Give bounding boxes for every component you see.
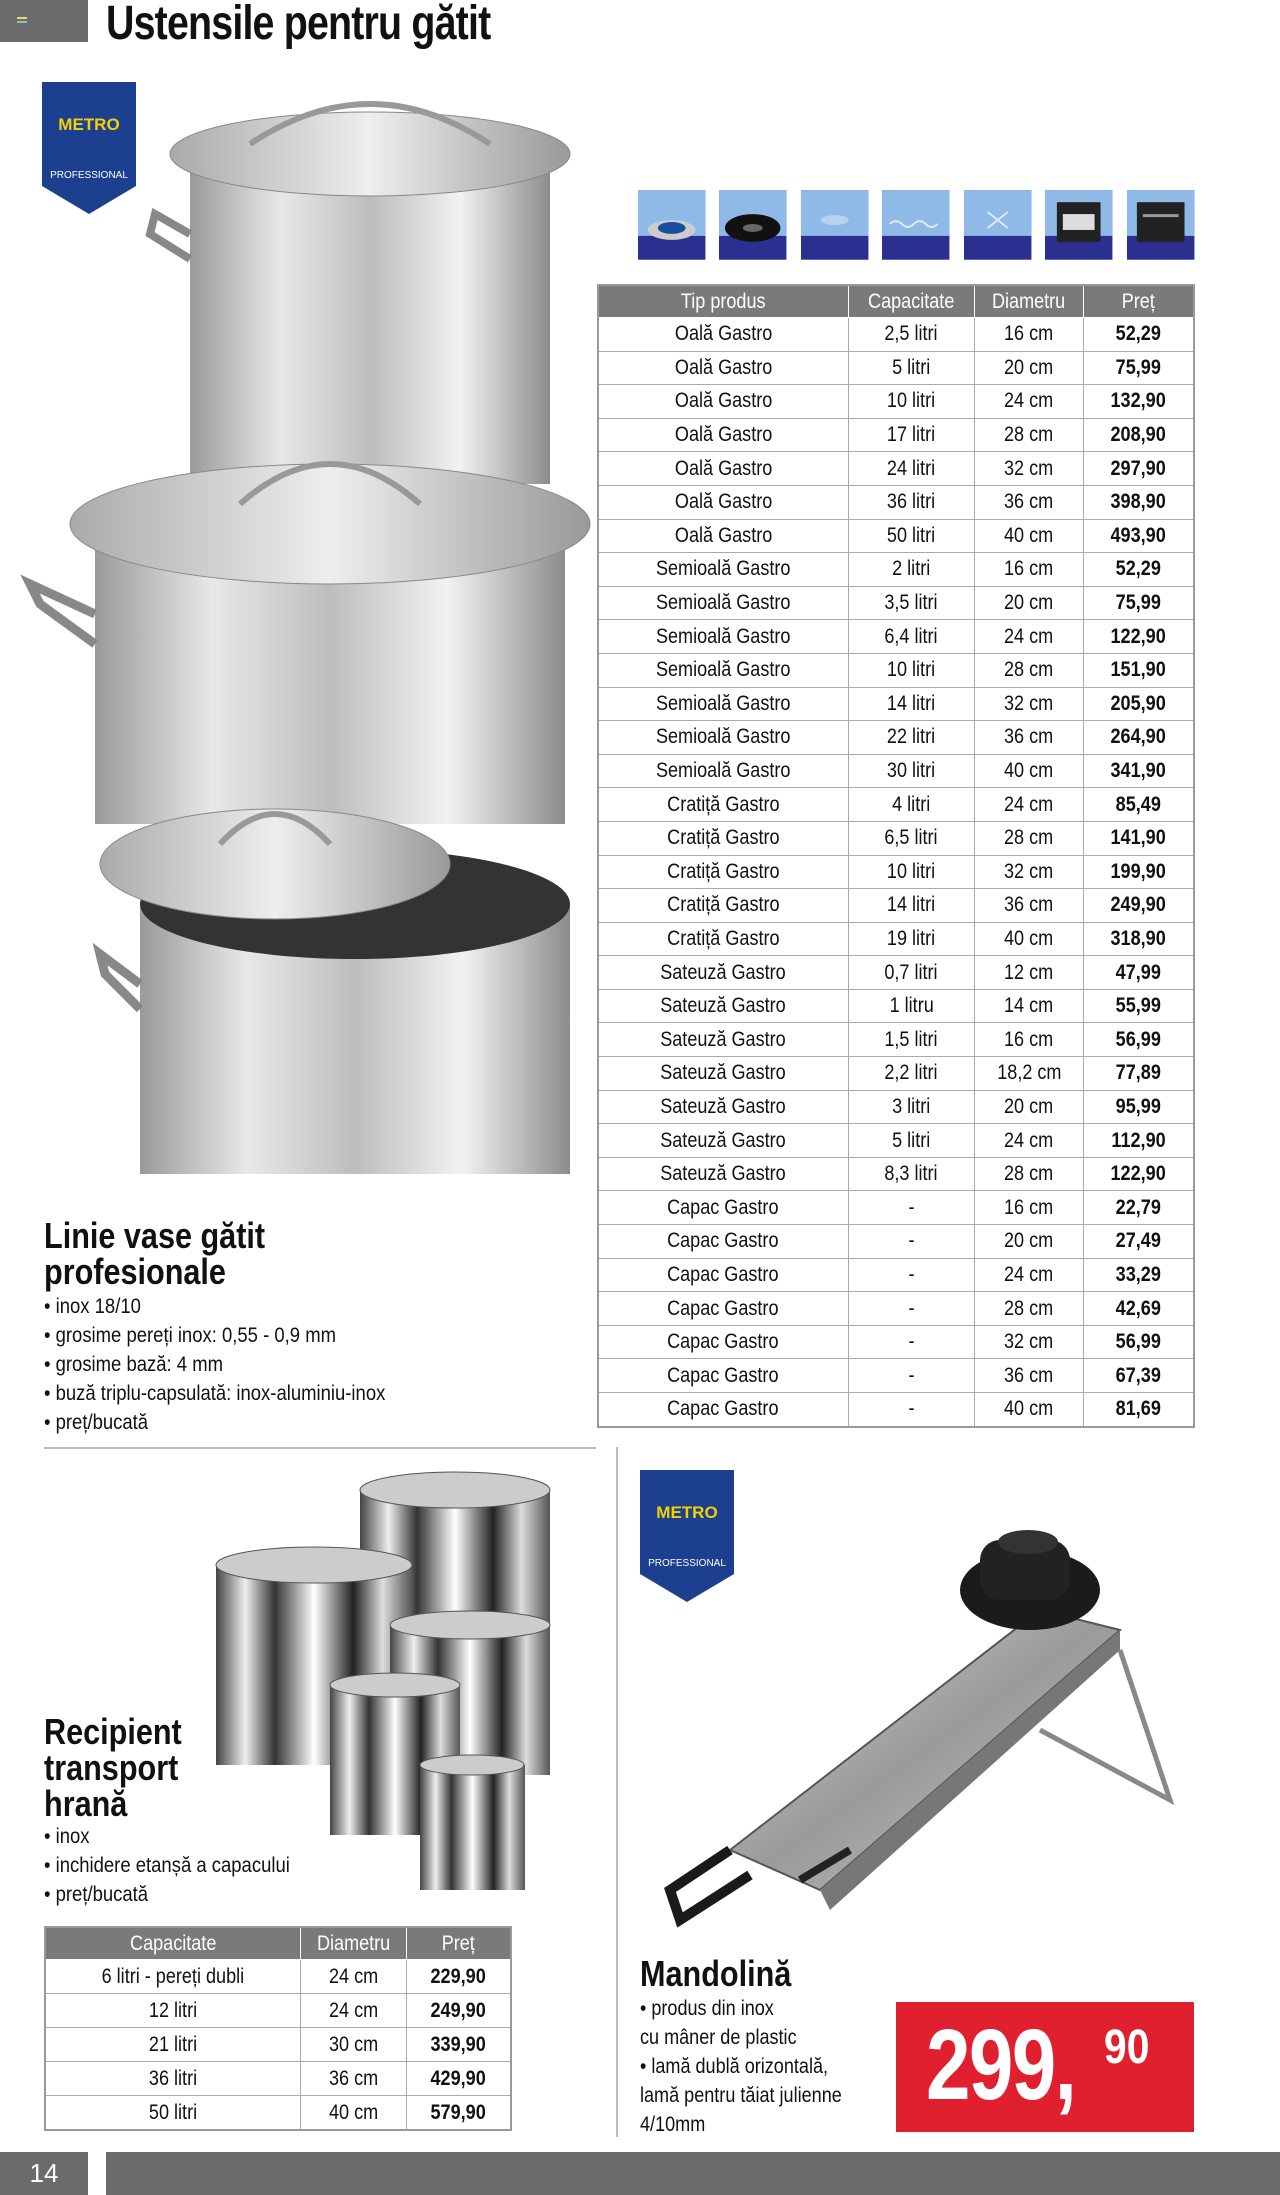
price-cell: 56,99 xyxy=(1083,1325,1194,1359)
table-cell: 24 litri xyxy=(848,452,975,486)
table-cell: 21 litri xyxy=(45,2028,300,2062)
table-row xyxy=(45,1960,511,1994)
table-cell: 32 cm xyxy=(975,452,1084,486)
table-row xyxy=(598,318,1194,352)
feature-item: • preț/bucată xyxy=(44,1880,290,1909)
product-features xyxy=(44,1822,323,1909)
table-cell: 24 cm xyxy=(975,385,1084,419)
table-cell: Oală Gastro xyxy=(598,418,848,452)
table-cell: Semioală Gastro xyxy=(598,653,848,687)
price-cell: 75,99 xyxy=(1083,586,1194,620)
table-cell: 12 litri xyxy=(45,1994,300,2028)
table-cell: 2 litri xyxy=(848,553,975,587)
table-cell: 28 cm xyxy=(975,1157,1084,1191)
table-row xyxy=(598,1157,1194,1191)
table-cell: Sateuză Gastro xyxy=(598,1124,848,1158)
table-cell: 10 litri xyxy=(848,385,975,419)
table-cell: Sateuză Gastro xyxy=(598,1057,848,1091)
table-row xyxy=(598,653,1194,687)
product-mandoline xyxy=(640,1953,875,2139)
table-cell: 5 litri xyxy=(848,351,975,385)
table-row xyxy=(598,1023,1194,1057)
table-row xyxy=(598,821,1194,855)
price-cell: 42,69 xyxy=(1083,1292,1194,1326)
price-cell: 493,90 xyxy=(1083,519,1194,553)
table-cell: Cratiță Gastro xyxy=(598,788,848,822)
table-cell: 0,7 litri xyxy=(848,956,975,990)
table-cell: Cratiță Gastro xyxy=(598,821,848,855)
table-cell: Oală Gastro xyxy=(598,485,848,519)
table-cell: 10 litri xyxy=(848,855,975,889)
table-cell: 28 cm xyxy=(975,821,1084,855)
cookware-price-table xyxy=(597,284,1195,1428)
table-cell: Cratiță Gastro xyxy=(598,855,848,889)
product-title: Mandolină xyxy=(640,1953,792,1994)
table-cell: 19 litri xyxy=(848,922,975,956)
price-cell: 77,89 xyxy=(1083,1057,1194,1091)
table-cell: 40 cm xyxy=(975,1393,1084,1427)
product-title-line-1: Linie vase gătit xyxy=(44,1215,266,1256)
table-cell: 30 cm xyxy=(300,2028,406,2062)
table-cell: 6 litri - pereți dubli xyxy=(45,1960,300,1994)
price-cell: 112,90 xyxy=(1083,1124,1194,1158)
table-row xyxy=(598,586,1194,620)
table-cell: Capac Gastro xyxy=(598,1359,848,1393)
induction-hob-icon xyxy=(962,188,1033,262)
header-capacity: Capacitate xyxy=(45,1927,300,1960)
table-header-row xyxy=(598,285,1194,318)
table-row xyxy=(598,553,1194,587)
feature-item: • inchidere etanșă a capacului xyxy=(44,1851,290,1880)
table-cell: Semioală Gastro xyxy=(598,687,848,721)
table-cell: 28 cm xyxy=(975,418,1084,452)
product-features xyxy=(44,1292,432,1437)
table-cell: Oală Gastro xyxy=(598,452,848,486)
price-cell: 95,99 xyxy=(1083,1090,1194,1124)
table-cell: 14 litri xyxy=(848,687,975,721)
header-price: Preț xyxy=(1083,285,1194,318)
price-cell: 297,90 xyxy=(1083,452,1194,486)
price-cell: 339,90 xyxy=(407,2028,511,2062)
price-cell: 229,90 xyxy=(407,1960,511,1994)
table-cell: - xyxy=(848,1225,975,1259)
price-cell: 249,90 xyxy=(407,1994,511,2028)
table-row xyxy=(598,889,1194,923)
table-cell: Capac Gastro xyxy=(598,1225,848,1259)
table-cell: 16 cm xyxy=(975,1023,1084,1057)
table-row xyxy=(598,1325,1194,1359)
table-cell: Cratiță Gastro xyxy=(598,889,848,923)
price-cell: 122,90 xyxy=(1083,620,1194,654)
table-cell: 20 cm xyxy=(975,586,1084,620)
table-cell: Semioală Gastro xyxy=(598,586,848,620)
table-cell: Semioală Gastro xyxy=(598,754,848,788)
table-row xyxy=(598,1057,1194,1091)
header-diameter: Diametru xyxy=(975,285,1084,318)
feature-item: • grosime bază: 4 mm xyxy=(44,1350,385,1379)
table-cell: 36 cm xyxy=(300,2062,406,2096)
price-cell: 205,90 xyxy=(1083,687,1194,721)
oven-icon xyxy=(1125,188,1196,262)
page-title: Ustensile pentru gătit xyxy=(106,0,491,50)
table-cell: 6,5 litri xyxy=(848,821,975,855)
table-cell: Sateuză Gastro xyxy=(598,989,848,1023)
table-cell: 50 litri xyxy=(45,2096,300,2131)
table-cell: 36 cm xyxy=(975,889,1084,923)
section-divider xyxy=(44,1447,596,1449)
table-cell: 24 cm xyxy=(975,1258,1084,1292)
table-row xyxy=(598,452,1194,486)
description-line: • produs din inox xyxy=(640,1997,774,2020)
table-cell: Capac Gastro xyxy=(598,1191,848,1225)
table-row xyxy=(598,1258,1194,1292)
table-row xyxy=(598,754,1194,788)
price-cell: 141,90 xyxy=(1083,821,1194,855)
gas-hob-icon xyxy=(636,188,707,262)
feature-item: • grosime pereți inox: 0,55 - 0,9 mm xyxy=(44,1321,385,1350)
hob-compatibility-icons xyxy=(636,188,1196,264)
table-cell: 16 cm xyxy=(975,553,1084,587)
table-row xyxy=(598,721,1194,755)
table-cell: Oală Gastro xyxy=(598,351,848,385)
table-cell: - xyxy=(848,1258,975,1292)
table-cell: 1 litru xyxy=(848,989,975,1023)
table-row xyxy=(598,788,1194,822)
product-title-line-3: hrană xyxy=(44,1783,128,1824)
table-cell: 14 litri xyxy=(848,889,975,923)
table-cell: 24 cm xyxy=(975,620,1084,654)
table-cell: 24 cm xyxy=(300,1994,406,2028)
table-cell: 20 cm xyxy=(975,351,1084,385)
table-cell: 22 litri xyxy=(848,721,975,755)
product-description xyxy=(640,1994,875,2139)
description-line: • lamă dublă orizontală, xyxy=(640,2055,829,2078)
table-cell: Semioală Gastro xyxy=(598,620,848,654)
ceramic-hob-icon xyxy=(799,188,870,262)
header-capacity: Capacitate xyxy=(848,285,975,318)
table-cell: Oală Gastro xyxy=(598,519,848,553)
table-cell: 1,5 litri xyxy=(848,1023,975,1057)
table-cell: Sateuză Gastro xyxy=(598,1157,848,1191)
price-cell: 33,29 xyxy=(1083,1258,1194,1292)
header-product-type: Tip produs xyxy=(598,285,848,318)
table-row xyxy=(598,385,1194,419)
price-cell: 249,90 xyxy=(1083,889,1194,923)
table-cell: Oală Gastro xyxy=(598,318,848,352)
price-cell: 67,39 xyxy=(1083,1359,1194,1393)
price-cell: 55,99 xyxy=(1083,989,1194,1023)
table-cell: 36 cm xyxy=(975,721,1084,755)
table-cell: Semioală Gastro xyxy=(598,553,848,587)
table-cell: 36 litri xyxy=(45,2062,300,2096)
header-diameter: Diametru xyxy=(300,1927,406,1960)
product-food-container xyxy=(44,1711,323,1909)
section-divider-vertical xyxy=(616,1447,618,2137)
table-cell: 24 cm xyxy=(975,788,1084,822)
professional-logo-text: PROFESSIONAL xyxy=(648,1558,726,1569)
table-cell: 40 cm xyxy=(975,922,1084,956)
table-row xyxy=(45,2096,511,2131)
professional-logo-text: PROFESSIONAL xyxy=(50,170,128,181)
table-row xyxy=(598,1359,1194,1393)
table-cell: Capac Gastro xyxy=(598,1292,848,1326)
table-cell: 36 cm xyxy=(975,1359,1084,1393)
page-number: 14 xyxy=(29,2158,59,2188)
table-cell: 4 litri xyxy=(848,788,975,822)
table-cell: 40 cm xyxy=(975,754,1084,788)
table-cell: 16 cm xyxy=(975,1191,1084,1225)
price-badge xyxy=(896,2002,1194,2132)
header-price: Preț xyxy=(407,1927,511,1960)
mandoline-image xyxy=(650,1520,1200,1950)
table-cell: 17 litri xyxy=(848,418,975,452)
price-cell: 398,90 xyxy=(1083,485,1194,519)
price-cell: 47,99 xyxy=(1083,956,1194,990)
table-row xyxy=(45,2062,511,2096)
halogen-hob-icon xyxy=(880,188,951,262)
table-cell: 18,2 cm xyxy=(975,1057,1084,1091)
product-title-line-2: profesionale xyxy=(44,1251,226,1292)
price-cell: 122,90 xyxy=(1083,1157,1194,1191)
table-cell: Capac Gastro xyxy=(598,1325,848,1359)
table-cell: - xyxy=(848,1191,975,1225)
table-row xyxy=(598,989,1194,1023)
table-cell: 32 cm xyxy=(975,1325,1084,1359)
table-row xyxy=(598,351,1194,385)
dishwasher-icon xyxy=(1043,188,1114,262)
price-decimals: 90 xyxy=(1104,2021,1150,2074)
table-cell: Semioală Gastro xyxy=(598,721,848,755)
table-row xyxy=(598,1090,1194,1124)
table-row xyxy=(598,519,1194,553)
table-cell: 16 cm xyxy=(975,318,1084,352)
price-cell: 27,49 xyxy=(1083,1225,1194,1259)
price-cell: 341,90 xyxy=(1083,754,1194,788)
table-cell: 5 litri xyxy=(848,1124,975,1158)
price-cell: 151,90 xyxy=(1083,653,1194,687)
table-cell: 3 litri xyxy=(848,1090,975,1124)
table-header-row xyxy=(45,1927,511,1960)
table-row xyxy=(598,687,1194,721)
table-cell: 50 litri xyxy=(848,519,975,553)
table-cell: 32 cm xyxy=(975,855,1084,889)
price-cell: 429,90 xyxy=(407,2062,511,2096)
metro-logo-text: METRO xyxy=(58,115,120,134)
metro-logo-text: METRO xyxy=(656,1503,718,1522)
price-cell: 22,79 xyxy=(1083,1191,1194,1225)
table-cell: 10 litri xyxy=(848,653,975,687)
table-cell: 20 cm xyxy=(975,1225,1084,1259)
price-cell: 264,90 xyxy=(1083,721,1194,755)
feature-item: • preț/bucată xyxy=(44,1408,385,1437)
table-row xyxy=(598,956,1194,990)
table-row xyxy=(598,1191,1194,1225)
description-line: lamă pentru tăiat julienne xyxy=(640,2084,842,2107)
price-integer: 299, xyxy=(926,2009,1076,2121)
price-cell: 579,90 xyxy=(407,2096,511,2131)
feature-item: • inox xyxy=(44,1822,290,1851)
container-price-table xyxy=(44,1926,512,2131)
table-row xyxy=(598,1292,1194,1326)
table-cell: 24 cm xyxy=(300,1960,406,1994)
table-cell: 6,4 litri xyxy=(848,620,975,654)
price-cell: 208,90 xyxy=(1083,418,1194,452)
price-cell: 85,49 xyxy=(1083,788,1194,822)
product-title-line-2: transport xyxy=(44,1747,179,1788)
table-cell: 20 cm xyxy=(975,1090,1084,1124)
table-cell: 28 cm xyxy=(975,1292,1084,1326)
table-row xyxy=(598,1393,1194,1427)
price-cell: 81,69 xyxy=(1083,1393,1194,1427)
table-cell: 36 cm xyxy=(975,485,1084,519)
price-cell: 75,99 xyxy=(1083,351,1194,385)
description-line: cu mâner de plastic xyxy=(640,2026,797,2049)
table-cell: 2,2 litri xyxy=(848,1057,975,1091)
table-cell: Sateuză Gastro xyxy=(598,956,848,990)
table-cell: Capac Gastro xyxy=(598,1258,848,1292)
table-cell: 14 cm xyxy=(975,989,1084,1023)
table-cell: 32 cm xyxy=(975,687,1084,721)
table-cell: 30 litri xyxy=(848,754,975,788)
price-cell: 132,90 xyxy=(1083,385,1194,419)
table-row xyxy=(598,1225,1194,1259)
table-row xyxy=(598,485,1194,519)
table-cell: Cratiță Gastro xyxy=(598,922,848,956)
footer-bar xyxy=(106,2152,1280,2195)
table-row xyxy=(598,620,1194,654)
product-title-line-1: Recipient xyxy=(44,1711,182,1752)
table-row xyxy=(45,1994,511,2028)
cooking-pots-image xyxy=(20,84,600,1184)
table-row xyxy=(598,855,1194,889)
table-cell: 40 cm xyxy=(975,519,1084,553)
table-row xyxy=(45,2028,511,2062)
price-cell: 199,90 xyxy=(1083,855,1194,889)
table-row xyxy=(598,418,1194,452)
product-cookware-line xyxy=(44,1215,432,1437)
table-cell: 40 cm xyxy=(300,2096,406,2131)
menu-icon xyxy=(14,14,30,26)
table-cell: Sateuză Gastro xyxy=(598,1023,848,1057)
price-cell: 52,29 xyxy=(1083,318,1194,352)
table-cell: 12 cm xyxy=(975,956,1084,990)
table-row xyxy=(598,1124,1194,1158)
table-cell: 24 cm xyxy=(975,1124,1084,1158)
table-cell: - xyxy=(848,1359,975,1393)
price-cell: 56,99 xyxy=(1083,1023,1194,1057)
table-cell: Oală Gastro xyxy=(598,385,848,419)
table-cell: - xyxy=(848,1325,975,1359)
feature-item: • buză triplu-capsulată: inox-aluminiu-inox xyxy=(44,1379,385,1408)
table-cell: 2,5 litri xyxy=(848,318,975,352)
table-cell: Sateuză Gastro xyxy=(598,1090,848,1124)
table-row xyxy=(598,922,1194,956)
table-cell: - xyxy=(848,1393,975,1427)
table-cell: 8,3 litri xyxy=(848,1157,975,1191)
table-cell: 36 litri xyxy=(848,485,975,519)
price-cell: 318,90 xyxy=(1083,922,1194,956)
feature-item: • inox 18/10 xyxy=(44,1292,385,1321)
table-cell: 28 cm xyxy=(975,653,1084,687)
table-cell: Capac Gastro xyxy=(598,1393,848,1427)
price-cell: 52,29 xyxy=(1083,553,1194,587)
table-cell: - xyxy=(848,1292,975,1326)
description-line: 4/10mm xyxy=(640,2113,706,2136)
electric-hob-icon xyxy=(717,188,788,262)
table-cell: 3,5 litri xyxy=(848,586,975,620)
